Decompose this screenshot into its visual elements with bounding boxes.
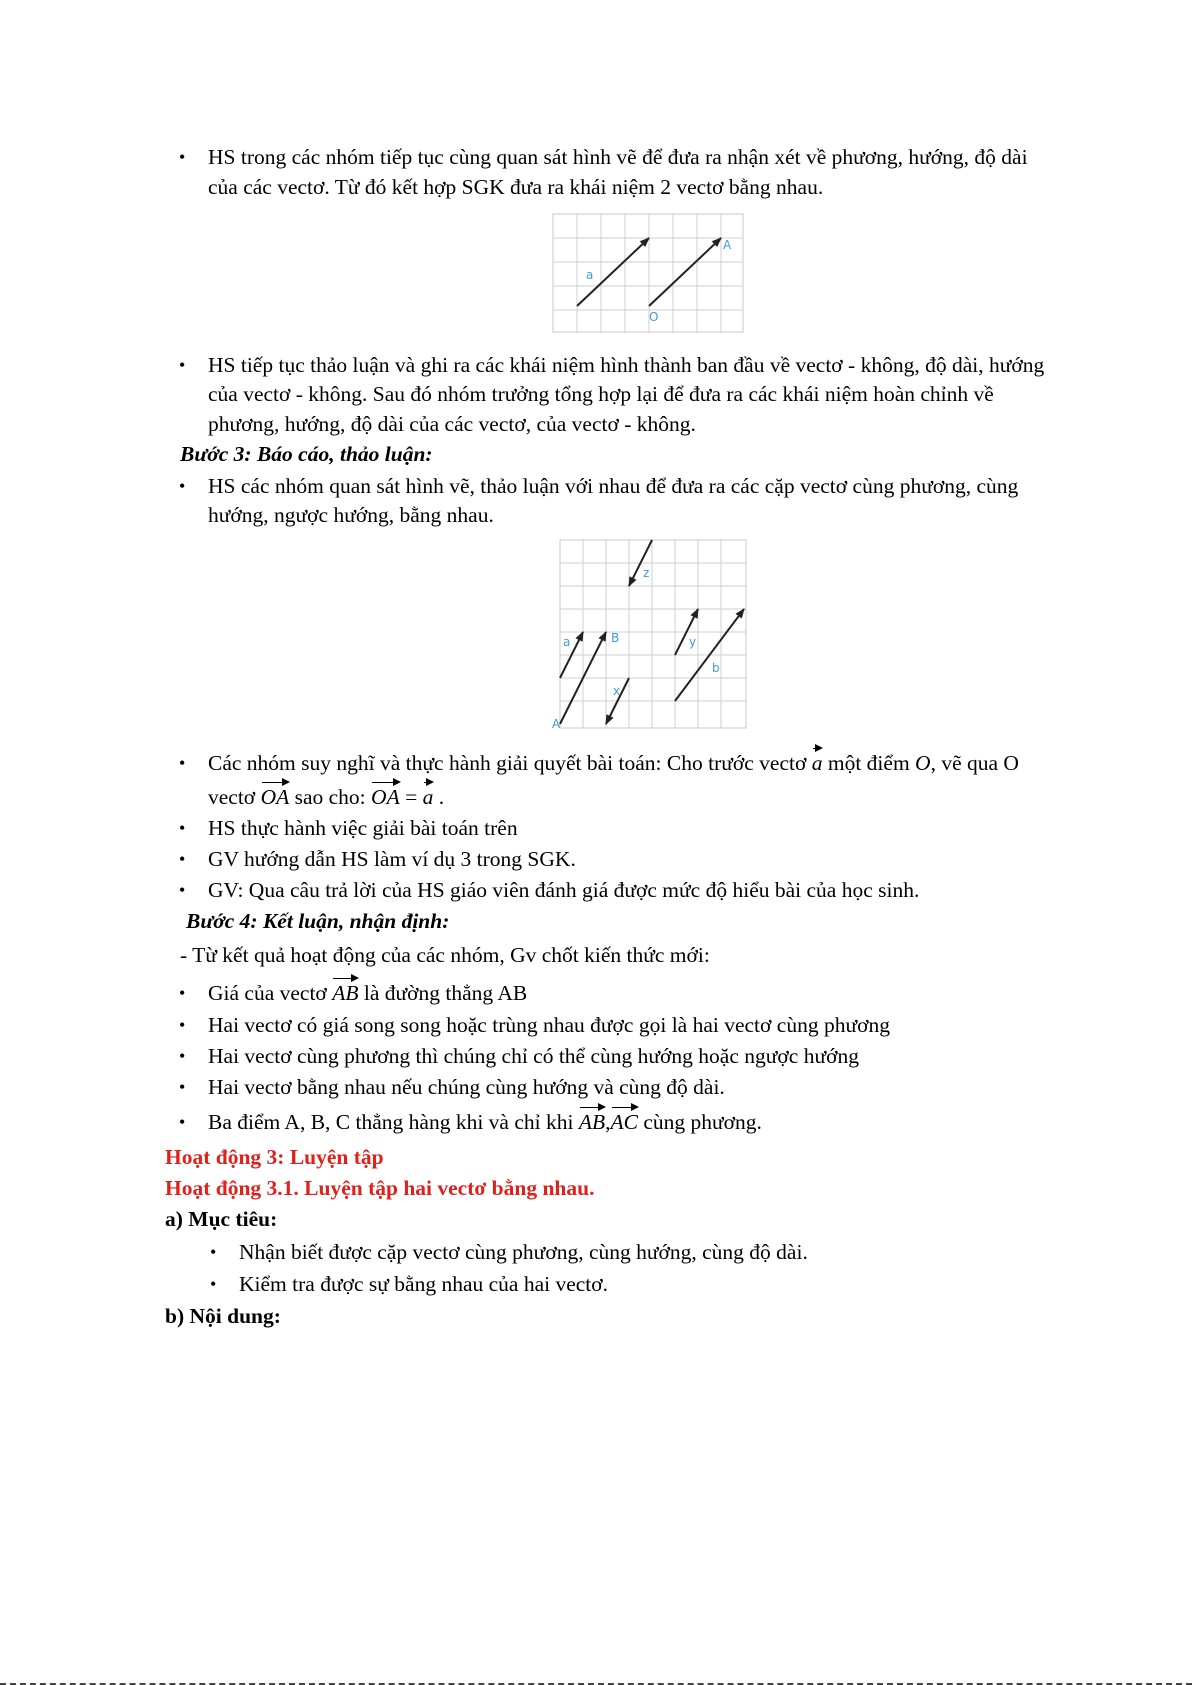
- point-o: O: [915, 751, 931, 775]
- vector-a: a: [811, 751, 823, 775]
- bullet-line: • Các nhóm suy nghĩ và thực hành giải quyết bài toán: Cho trước vectơ a một điểm O, vẽ qua O: [208, 749, 1019, 777]
- bullet-line: • Hai vectơ cùng phương thì chúng chỉ có thể cùng hướng hoặc ngược hướng: [208, 1042, 859, 1070]
- vector-ab: AB: [578, 1110, 606, 1134]
- step-4-heading: Bước 4: Kết luận, nhận định:: [186, 909, 450, 933]
- label-a: a: [586, 268, 594, 282]
- bullet-line: • Giá của vectơ AB là đường thẳng AB: [208, 979, 527, 1007]
- bullet-line: • HS tiếp tục thảo luận và ghi ra các khái niệm hình thành ban đầu về vectơ - không, độ dài, hướng: [208, 351, 1044, 379]
- text-line: phương, hướng, độ dài của các vectơ, của vectơ - không.: [208, 412, 696, 436]
- label-point-a: A: [552, 717, 561, 730]
- bullet-line: • Ba điểm A, B, C thẳng hàng khi và chỉ khi AB,AC cùng phương.: [208, 1108, 762, 1136]
- text-line: của vectơ - không. Sau đó nhóm trưởng tổng hợp lại để đưa ra các khái niệm hoàn chỉnh về: [208, 382, 994, 406]
- text-line: hướng, ngược hướng, bằng nhau.: [208, 503, 494, 527]
- step-3-heading: Bước 3: Báo cáo, thảo luận:: [180, 442, 433, 466]
- bullet-line: • HS trong các nhóm tiếp tục cùng quan sát hình vẽ để đưa ra nhận xét về phương, hướng, độ dài: [208, 143, 1028, 171]
- bullet-line: • HS các nhóm quan sát hình vẽ, thảo luận với nhau để đưa ra các cặp vectơ cùng phương, cùng: [208, 472, 1018, 500]
- vector-ac: AC: [610, 1110, 638, 1134]
- label-b: b: [712, 661, 720, 675]
- text-line: vectơ OA sao cho: OA = a .: [208, 785, 445, 809]
- label-point-a: A: [723, 238, 732, 252]
- vector-a: a: [422, 785, 434, 809]
- vector-ab: AB: [332, 981, 359, 1005]
- label-y: y: [689, 635, 697, 649]
- text-line: - Từ kết quả hoạt động của các nhóm, Gv chốt kiến thức mới:: [180, 943, 710, 967]
- label-point-b: B: [611, 631, 620, 645]
- bullet-line: • GV: Qua câu trả lời của HS giáo viên đánh giá được mức độ hiểu bài của học sinh.: [208, 876, 919, 904]
- label-a: a: [563, 635, 571, 649]
- activity-3-heading: Hoạt động 3: Luyện tập: [165, 1145, 384, 1169]
- bullet-line: • Hai vectơ bằng nhau nếu chúng cùng hướng và cùng độ dài.: [208, 1073, 725, 1101]
- equal-vectors-figure: [552, 213, 744, 333]
- label-point-o: O: [649, 310, 659, 324]
- content-heading: b) Nội dung:: [165, 1304, 281, 1328]
- label-x: x: [613, 684, 621, 698]
- vector-oa: OA: [260, 785, 290, 809]
- label-z: z: [643, 566, 650, 580]
- text-line: của các vectơ. Từ đó kết hợp SGK đưa ra khái niệm 2 vectơ bằng nhau.: [208, 175, 824, 199]
- bullet-line: • GV hướng dẫn HS làm ví dụ 3 trong SGK.: [208, 845, 576, 873]
- vector-oa: OA: [371, 785, 400, 809]
- activity-3-1-heading: Hoạt động 3.1. Luyện tập hai vectơ bằng nhau.: [165, 1176, 595, 1200]
- bullet-line: • Hai vectơ có giá song song hoặc trùng nhau được gọi là hai vectơ cùng phương: [208, 1011, 890, 1039]
- bullet-line: • HS thực hành việc giải bài toán trên: [208, 814, 518, 842]
- bullet-line: • Nhận biết được cặp vectơ cùng phương, cùng hướng, cùng độ dài.: [239, 1238, 808, 1266]
- vector-pairs-figure: [552, 538, 748, 730]
- bullet-line: • Kiểm tra được sự bằng nhau của hai vectơ.: [239, 1270, 608, 1298]
- objectives-heading: a) Mục tiêu:: [165, 1207, 278, 1231]
